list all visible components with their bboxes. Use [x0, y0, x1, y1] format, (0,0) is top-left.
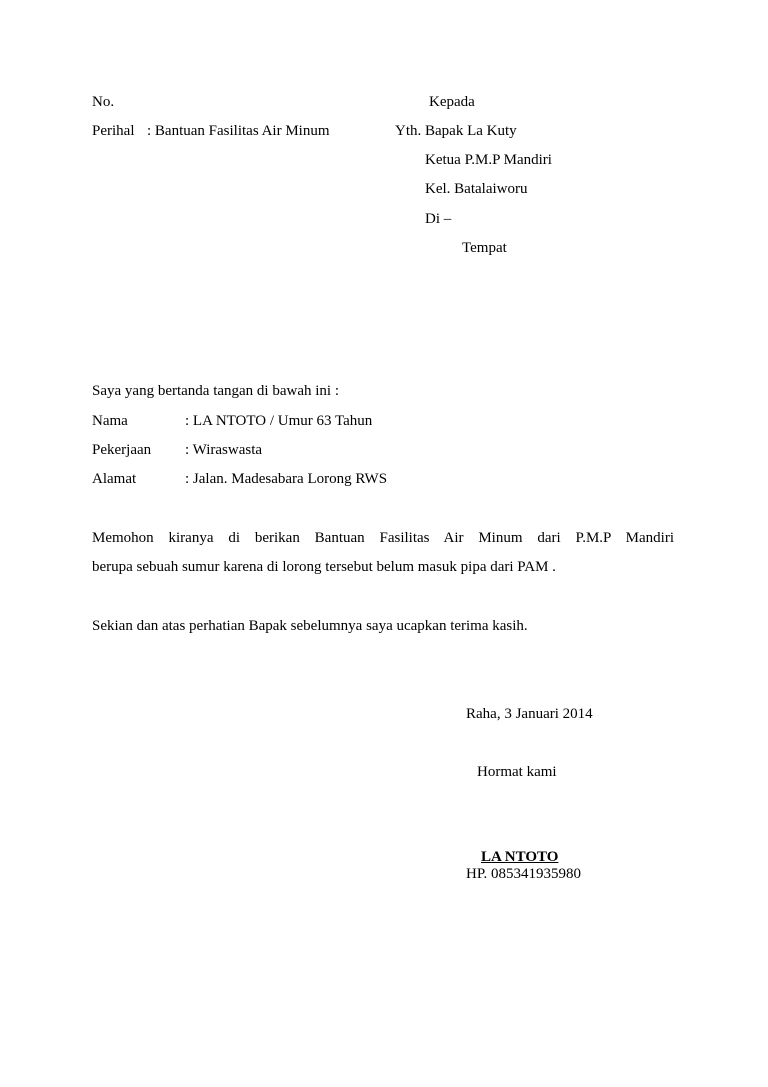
field-label-nama: Nama: [92, 413, 128, 429]
field-value-nama: : LA NTOTO / Umur 63 Tahun: [185, 413, 373, 429]
intro-text: Saya yang bertanda tangan di bawah ini :: [92, 383, 340, 399]
request-line-2: berupa sebuah sumur karena di lorong tersebut belum masuk pipa dari PAM .: [92, 559, 556, 575]
recipient-location: Kel. Batalaiworu: [425, 181, 528, 197]
field-value-pekerjaan: : Wiraswasta: [185, 442, 263, 458]
closing-text: Sekian dan atas perhatian Bapak sebelumnya saya ucapkan terima kasih.: [92, 618, 528, 634]
recipient-tempat: Tempat: [462, 240, 507, 256]
recipient-position: Ketua P.M.P Mandiri: [425, 152, 552, 168]
request-line-1: Memohon kiranya di berikan Bantuan Fasilitas Air Minum dari P.M.P Mandiri: [92, 530, 674, 546]
letter-number-label: No.: [92, 94, 115, 110]
recipient-name: Yth. Bapak La Kuty: [395, 123, 517, 139]
regards-text: Hormat kami: [477, 764, 557, 780]
subject-label: Perihal: [92, 123, 135, 139]
subject-value: : Bantuan Fasilitas Air Minum: [147, 123, 330, 139]
field-label-alamat: Alamat: [92, 471, 137, 487]
field-value-alamat: : Jalan. Madesabara Lorong RWS: [185, 471, 388, 487]
signatory-name: LA NTOTO: [481, 849, 559, 865]
signatory-phone: HP. 085341935980: [466, 866, 582, 882]
place-date: Raha, 3 Januari 2014: [466, 706, 593, 722]
recipient-kepada: Kepada: [429, 94, 475, 110]
recipient-di: Di –: [425, 211, 452, 227]
field-label-pekerjaan: Pekerjaan: [92, 442, 152, 458]
